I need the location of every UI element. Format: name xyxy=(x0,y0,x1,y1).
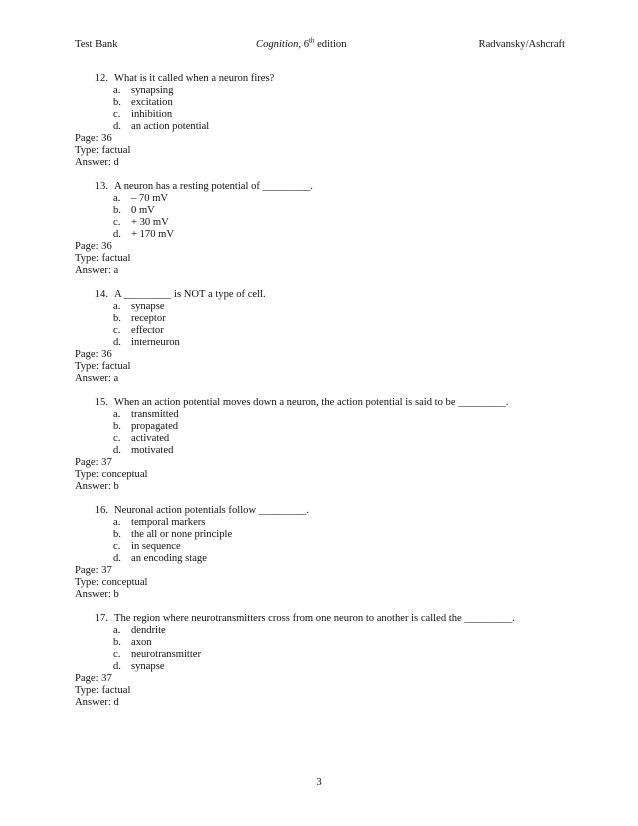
header-left: Test Bank xyxy=(75,39,118,50)
option-letter: a. xyxy=(113,301,121,312)
option-text: effector xyxy=(131,325,164,336)
edition-prefix: , 6 xyxy=(298,39,309,50)
question-page-ref: Page: 37 xyxy=(75,457,112,468)
question-answer: Answer: a xyxy=(75,265,119,276)
option-text: an encoding stage xyxy=(131,553,207,564)
option-letter: b. xyxy=(113,205,121,216)
answer-option xyxy=(75,337,555,349)
question-item xyxy=(75,613,555,709)
question-type: Type: factual xyxy=(75,685,131,696)
question-answer: Answer: a xyxy=(75,373,119,384)
header-center xyxy=(256,36,347,50)
question-line xyxy=(75,397,555,409)
question-item xyxy=(75,73,555,169)
option-text: receptor xyxy=(131,313,166,324)
question-number: 16. xyxy=(94,505,108,516)
question-text: When an action potential moves down a neuron, the action potential is said to be _________. xyxy=(114,397,509,408)
answer-option xyxy=(75,193,555,205)
option-text: the all or none principle xyxy=(131,529,233,540)
option-letter: a. xyxy=(113,409,121,420)
option-letter: c. xyxy=(113,325,121,336)
option-letter: d. xyxy=(113,229,121,240)
option-text: in sequence xyxy=(131,541,181,552)
edition-suffix: edition xyxy=(314,39,347,50)
option-letter: b. xyxy=(113,313,121,324)
question-answer: Answer: d xyxy=(75,697,119,708)
option-letter: d. xyxy=(113,121,121,132)
answer-option xyxy=(75,661,555,673)
answer-option xyxy=(75,517,555,529)
question-answer: Answer: b xyxy=(75,589,119,600)
question-number: 17. xyxy=(94,613,108,624)
question-text: The region where neurotransmitters cross from one neuron to another is called the _________. xyxy=(114,613,515,624)
question-line xyxy=(75,181,555,193)
option-letter: c. xyxy=(113,217,121,228)
option-letter: d. xyxy=(113,553,121,564)
question-text: Neuronal action potentials follow _________. xyxy=(114,505,310,516)
answer-option xyxy=(75,433,555,445)
question-type: Type: conceptual xyxy=(75,577,148,588)
option-letter: b. xyxy=(113,97,121,108)
option-text: – 70 mV xyxy=(131,193,169,204)
question-page-ref: Page: 37 xyxy=(75,565,112,576)
option-letter: c. xyxy=(113,109,121,120)
answer-option xyxy=(75,529,555,541)
question-type: Type: conceptual xyxy=(75,469,148,480)
question-page-ref: Page: 36 xyxy=(75,241,112,252)
answer-option xyxy=(75,205,555,217)
answer-option xyxy=(75,313,555,325)
option-letter: a. xyxy=(113,625,121,636)
page-number: 3 xyxy=(316,777,322,788)
option-letter: c. xyxy=(113,541,121,552)
question-line xyxy=(75,73,555,85)
option-text: + 170 mV xyxy=(131,229,175,240)
answer-option xyxy=(75,637,555,649)
option-text: temporal markers xyxy=(131,517,206,528)
page-header xyxy=(75,36,565,53)
option-text: synapse xyxy=(131,301,165,312)
question-number: 14. xyxy=(94,289,108,300)
option-text: transmitted xyxy=(131,409,179,420)
option-text: excitation xyxy=(131,97,173,108)
option-text: synapsing xyxy=(131,85,174,96)
book-title: Cognition xyxy=(256,39,299,50)
question-item xyxy=(75,289,555,385)
question-answer: Answer: d xyxy=(75,157,119,168)
answer-option xyxy=(75,325,555,337)
question-text: What is it called when a neuron fires? xyxy=(114,73,275,84)
option-letter: c. xyxy=(113,649,121,660)
question-number: 15. xyxy=(94,397,108,408)
option-letter: d. xyxy=(113,445,121,456)
question-type: Type: factual xyxy=(75,145,131,156)
answer-option xyxy=(75,445,555,457)
question-answer: Answer: b xyxy=(75,481,119,492)
option-text: 0 mV xyxy=(131,205,155,216)
answer-option xyxy=(75,109,555,121)
question-page-ref: Page: 37 xyxy=(75,673,112,684)
question-page-ref: Page: 36 xyxy=(75,349,112,360)
answer-option xyxy=(75,85,555,97)
answer-option xyxy=(75,421,555,433)
option-text: activated xyxy=(131,433,170,444)
answer-option xyxy=(75,409,555,421)
option-text: synapse xyxy=(131,661,165,672)
answer-option xyxy=(75,301,555,313)
question-text: A _________ is NOT a type of cell. xyxy=(114,289,266,300)
option-text: axon xyxy=(131,637,152,648)
option-letter: c. xyxy=(113,433,121,444)
question-number: 12. xyxy=(94,73,108,84)
question-item xyxy=(75,397,555,493)
option-text: an action potential xyxy=(131,121,210,132)
question-line xyxy=(75,289,555,301)
option-text: propagated xyxy=(131,421,179,432)
header-right: Radvansky/Ashcraft xyxy=(478,39,565,50)
option-text: + 30 mV xyxy=(131,217,169,228)
question-line xyxy=(75,613,555,625)
answer-option xyxy=(75,217,555,229)
answer-option xyxy=(75,229,555,241)
option-letter: b. xyxy=(113,529,121,540)
answer-option xyxy=(75,553,555,565)
question-list xyxy=(75,73,555,721)
question-item xyxy=(75,505,555,601)
answer-option xyxy=(75,97,555,109)
answer-option xyxy=(75,121,555,133)
option-text: inhibition xyxy=(131,109,173,120)
question-item xyxy=(75,181,555,277)
answer-option xyxy=(75,625,555,637)
edition-sup: th xyxy=(308,36,315,45)
option-text: neurotransmitter xyxy=(131,649,202,660)
question-text: A neuron has a resting potential of _________. xyxy=(114,181,313,192)
option-letter: d. xyxy=(113,337,121,348)
answer-option xyxy=(75,541,555,553)
option-letter: d. xyxy=(113,661,121,672)
question-type: Type: factual xyxy=(75,361,131,372)
option-letter: b. xyxy=(113,637,121,648)
question-line xyxy=(75,505,555,517)
question-number: 13. xyxy=(94,181,108,192)
option-text: interneuron xyxy=(131,337,180,348)
question-type: Type: factual xyxy=(75,253,131,264)
option-letter: a. xyxy=(113,193,121,204)
option-letter: a. xyxy=(113,517,121,528)
option-text: motivated xyxy=(131,445,174,456)
answer-option xyxy=(75,649,555,661)
option-letter: b. xyxy=(113,421,121,432)
option-text: dendrite xyxy=(131,625,166,636)
question-page-ref: Page: 36 xyxy=(75,133,112,144)
option-letter: a. xyxy=(113,85,121,96)
